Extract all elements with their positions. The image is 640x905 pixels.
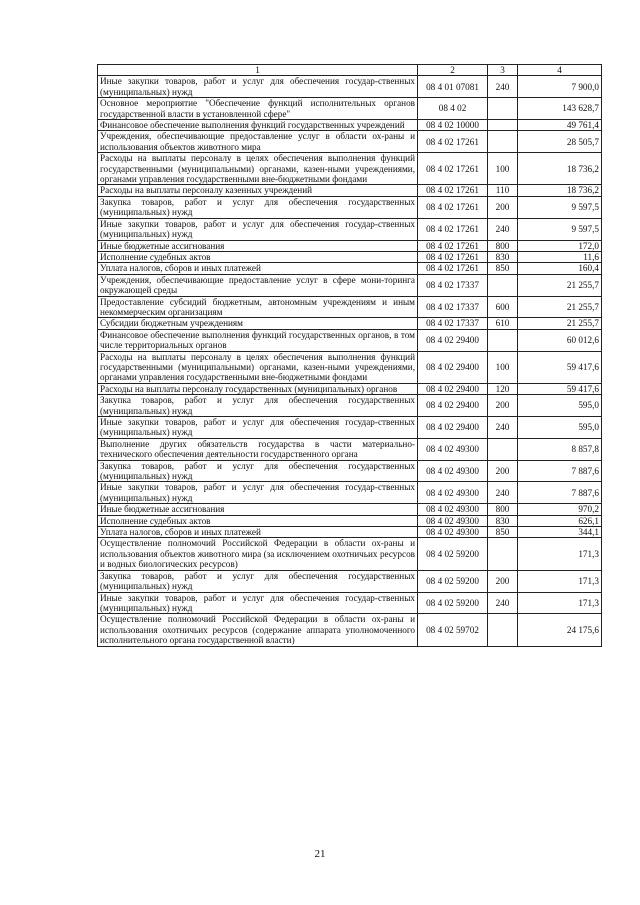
table-row bbox=[98, 417, 602, 439]
row-amount: 171,3 bbox=[518, 538, 602, 570]
row-description: Учреждения, обеспечивающие предоставление услуг в области ох-раны и использования объектов животного мира bbox=[98, 131, 418, 153]
row-target-code: 08 4 02 17261 bbox=[418, 240, 488, 251]
row-amount: 21 255,7 bbox=[518, 318, 602, 329]
header-col-3: 3 bbox=[488, 65, 518, 76]
row-target-code: 08 4 02 49300 bbox=[418, 515, 488, 526]
row-amount: 59 417,6 bbox=[518, 351, 602, 383]
row-amount: 59 417,6 bbox=[518, 383, 602, 394]
row-description: Осуществление полномочий Российской Федерации в области ох-раны и использования охотничьих ресурсов (содержание аппарата уполномоченного исполнительного органа государственной власти) bbox=[98, 614, 418, 646]
table-row bbox=[98, 98, 602, 120]
row-target-code: 08 4 02 29400 bbox=[418, 417, 488, 439]
row-target-code: 08 4 02 17261 bbox=[418, 263, 488, 274]
row-amount: 60 012,6 bbox=[518, 329, 602, 351]
table-row bbox=[98, 131, 602, 153]
row-description: Иные закупки товаров, работ и услуг для обеспечения государ-ственных (муниципальных) нужд bbox=[98, 417, 418, 439]
table-row bbox=[98, 240, 602, 251]
row-description: Закупка товаров, работ и услуг для обеспечения государственных (муниципальных) нужд bbox=[98, 196, 418, 218]
table-row bbox=[98, 395, 602, 417]
row-amount: 143 628,7 bbox=[518, 98, 602, 120]
table-row bbox=[98, 538, 602, 570]
row-description: Иные бюджетные ассигнования bbox=[98, 240, 418, 251]
row-target-code: 08 4 01 07081 bbox=[418, 76, 488, 98]
row-amount: 9 597,5 bbox=[518, 218, 602, 240]
header-col-1: 1 bbox=[98, 65, 418, 76]
row-target-code: 08 4 02 29400 bbox=[418, 383, 488, 394]
row-target-code: 08 4 02 59200 bbox=[418, 538, 488, 570]
table-row bbox=[98, 274, 602, 296]
row-amount: 344,1 bbox=[518, 527, 602, 538]
row-target-code: 08 4 02 49300 bbox=[418, 527, 488, 538]
row-expense-type: 240 bbox=[488, 482, 518, 504]
row-amount: 7 887,6 bbox=[518, 460, 602, 482]
table-row bbox=[98, 570, 602, 592]
row-target-code: 08 4 02 17261 bbox=[418, 153, 488, 185]
table-row bbox=[98, 527, 602, 538]
row-expense-type: 830 bbox=[488, 515, 518, 526]
row-expense-type bbox=[488, 274, 518, 296]
row-expense-type: 240 bbox=[488, 592, 518, 614]
row-expense-type: 850 bbox=[488, 527, 518, 538]
row-expense-type: 100 bbox=[488, 351, 518, 383]
row-description: Расходы на выплаты персоналу казенных учреждений bbox=[98, 185, 418, 196]
row-expense-type bbox=[488, 131, 518, 153]
table-row bbox=[98, 120, 602, 131]
row-amount: 626,1 bbox=[518, 515, 602, 526]
row-description: Уплата налогов, сборов и иных платежей bbox=[98, 263, 418, 274]
row-expense-type bbox=[488, 538, 518, 570]
row-description: Исполнение судебных актов bbox=[98, 515, 418, 526]
row-description: Исполнение судебных актов bbox=[98, 251, 418, 262]
page-number: 21 bbox=[314, 848, 326, 860]
row-target-code: 08 4 02 49300 bbox=[418, 504, 488, 515]
row-expense-type: 610 bbox=[488, 318, 518, 329]
row-amount: 8 857,8 bbox=[518, 438, 602, 460]
row-amount: 28 505,7 bbox=[518, 131, 602, 153]
row-description: Основное мероприятие "Обеспечение функций исполнительных органов государственной власти в установленной сфере" bbox=[98, 98, 418, 120]
table-row bbox=[98, 153, 602, 185]
row-target-code: 08 4 02 49300 bbox=[418, 482, 488, 504]
row-amount: 172,0 bbox=[518, 240, 602, 251]
row-target-code: 08 4 02 17261 bbox=[418, 196, 488, 218]
row-amount: 21 255,7 bbox=[518, 296, 602, 318]
row-expense-type bbox=[488, 98, 518, 120]
row-expense-type: 100 bbox=[488, 153, 518, 185]
table-row bbox=[98, 614, 602, 646]
row-expense-type: 110 bbox=[488, 185, 518, 196]
row-amount: 18 736,2 bbox=[518, 185, 602, 196]
row-expense-type: 200 bbox=[488, 395, 518, 417]
row-amount: 9 597,5 bbox=[518, 196, 602, 218]
table-row bbox=[98, 76, 602, 98]
row-amount: 21 255,7 bbox=[518, 274, 602, 296]
table-row bbox=[98, 515, 602, 526]
row-description: Расходы на выплаты персоналу в целях обеспечения выполнения функций государственными (муниципальными) органами, казен-ными учреждениями, органами управления государственными вне-бюджетными фондами bbox=[98, 351, 418, 383]
row-expense-type: 200 bbox=[488, 570, 518, 592]
header-col-2: 2 bbox=[418, 65, 488, 76]
table-row bbox=[98, 218, 602, 240]
row-amount: 160,4 bbox=[518, 263, 602, 274]
row-target-code: 08 4 02 bbox=[418, 98, 488, 120]
row-expense-type: 800 bbox=[488, 240, 518, 251]
table-row bbox=[98, 196, 602, 218]
row-expense-type: 830 bbox=[488, 251, 518, 262]
table-row bbox=[98, 296, 602, 318]
row-target-code: 08 4 02 10000 bbox=[418, 120, 488, 131]
row-target-code: 08 4 02 17261 bbox=[418, 185, 488, 196]
row-description: Субсидии бюджетным учреждениям bbox=[98, 318, 418, 329]
row-description: Расходы на выплаты персоналу государственных (муниципальных) органов bbox=[98, 383, 418, 394]
table-row bbox=[98, 592, 602, 614]
row-amount: 595,0 bbox=[518, 417, 602, 439]
row-target-code: 08 4 02 17337 bbox=[418, 318, 488, 329]
row-expense-type: 800 bbox=[488, 504, 518, 515]
table-row bbox=[98, 329, 602, 351]
row-amount: 7 900,0 bbox=[518, 76, 602, 98]
row-description: Расходы на выплаты персоналу в целях обеспечения выполнения функций государственными (муниципальными) органами, казен-ными учреждениями, органами управления государственными вне-бюджетными фондами bbox=[98, 153, 418, 185]
row-target-code: 08 4 02 17337 bbox=[418, 296, 488, 318]
row-expense-type: 600 bbox=[488, 296, 518, 318]
row-expense-type bbox=[488, 329, 518, 351]
row-description: Иные бюджетные ассигнования bbox=[98, 504, 418, 515]
row-expense-type: 200 bbox=[488, 460, 518, 482]
table-row bbox=[98, 504, 602, 515]
row-expense-type: 240 bbox=[488, 218, 518, 240]
row-description: Финансовое обеспечение выполнения функций государственных учреждений bbox=[98, 120, 418, 131]
header-row bbox=[98, 65, 602, 76]
row-amount: 11,6 bbox=[518, 251, 602, 262]
row-amount: 49 761,4 bbox=[518, 120, 602, 131]
table-row bbox=[98, 438, 602, 460]
row-expense-type: 240 bbox=[488, 417, 518, 439]
table-row bbox=[98, 482, 602, 504]
row-amount: 18 736,2 bbox=[518, 153, 602, 185]
row-target-code: 08 4 02 59200 bbox=[418, 592, 488, 614]
row-description: Учреждения, обеспечивающие предоставление услуг в сфере мони-торинга окружающей среды bbox=[98, 274, 418, 296]
row-description: Закупка товаров, работ и услуг для обеспечения государственных (муниципальных) нужд bbox=[98, 570, 418, 592]
row-target-code: 08 4 02 29400 bbox=[418, 351, 488, 383]
budget-table-sheet bbox=[97, 64, 601, 647]
row-expense-type: 120 bbox=[488, 383, 518, 394]
row-target-code: 08 4 02 17261 bbox=[418, 251, 488, 262]
row-target-code: 08 4 02 49300 bbox=[418, 438, 488, 460]
row-amount: 970,2 bbox=[518, 504, 602, 515]
table-row bbox=[98, 318, 602, 329]
table-row bbox=[98, 185, 602, 196]
row-description: Финансовое обеспечение выполнения функций государственных органов, в том числе территориальных органов bbox=[98, 329, 418, 351]
budget-table bbox=[97, 64, 602, 647]
row-expense-type: 850 bbox=[488, 263, 518, 274]
header-col-4: 4 bbox=[518, 65, 602, 76]
row-amount: 24 175,6 bbox=[518, 614, 602, 646]
table-row bbox=[98, 460, 602, 482]
row-description: Осуществление полномочий Российской Федерации в области ох-раны и использования объектов животного мира (за исключением охотничьих ресурсов и водных биологических ресурсов) bbox=[98, 538, 418, 570]
row-expense-type bbox=[488, 614, 518, 646]
row-description: Закупка товаров, работ и услуг для обеспечения государственных (муниципальных) нужд bbox=[98, 460, 418, 482]
row-description: Иные закупки товаров, работ и услуг для обеспечения государ-ственных (муниципальных) нужд bbox=[98, 76, 418, 98]
row-description: Закупка товаров, работ и услуг для обеспечения государственных (муниципальных) нужд bbox=[98, 395, 418, 417]
row-amount: 7 887,6 bbox=[518, 482, 602, 504]
row-expense-type: 200 bbox=[488, 196, 518, 218]
table-row bbox=[98, 351, 602, 383]
row-expense-type: 240 bbox=[488, 76, 518, 98]
table-row bbox=[98, 383, 602, 394]
row-target-code: 08 4 02 59702 bbox=[418, 614, 488, 646]
row-amount: 171,3 bbox=[518, 570, 602, 592]
row-target-code: 08 4 02 17261 bbox=[418, 218, 488, 240]
row-target-code: 08 4 02 17261 bbox=[418, 131, 488, 153]
row-target-code: 08 4 02 49300 bbox=[418, 460, 488, 482]
row-expense-type bbox=[488, 120, 518, 131]
table-row bbox=[98, 251, 602, 262]
row-description: Предоставление субсидий бюджетным, автономным учреждениям и иным некоммерческим организациям bbox=[98, 296, 418, 318]
row-amount: 171,3 bbox=[518, 592, 602, 614]
row-target-code: 08 4 02 29400 bbox=[418, 395, 488, 417]
row-description: Иные закупки товаров, работ и услуг для обеспечения государ-ственных (муниципальных) нужд bbox=[98, 218, 418, 240]
row-description: Уплата налогов, сборов и иных платежей bbox=[98, 527, 418, 538]
row-target-code: 08 4 02 29400 bbox=[418, 329, 488, 351]
row-amount: 595,0 bbox=[518, 395, 602, 417]
row-description: Иные закупки товаров, работ и услуг для обеспечения государ-ственных (муниципальных) нужд bbox=[98, 482, 418, 504]
row-target-code: 08 4 02 17337 bbox=[418, 274, 488, 296]
row-description: Выполнение других обязательств государства в части материально-технического обеспечения деятельности государственного органа bbox=[98, 438, 418, 460]
row-expense-type bbox=[488, 438, 518, 460]
row-description: Иные закупки товаров, работ и услуг для обеспечения государ-ственных (муниципальных) нужд bbox=[98, 592, 418, 614]
row-target-code: 08 4 02 59200 bbox=[418, 570, 488, 592]
table-row bbox=[98, 263, 602, 274]
